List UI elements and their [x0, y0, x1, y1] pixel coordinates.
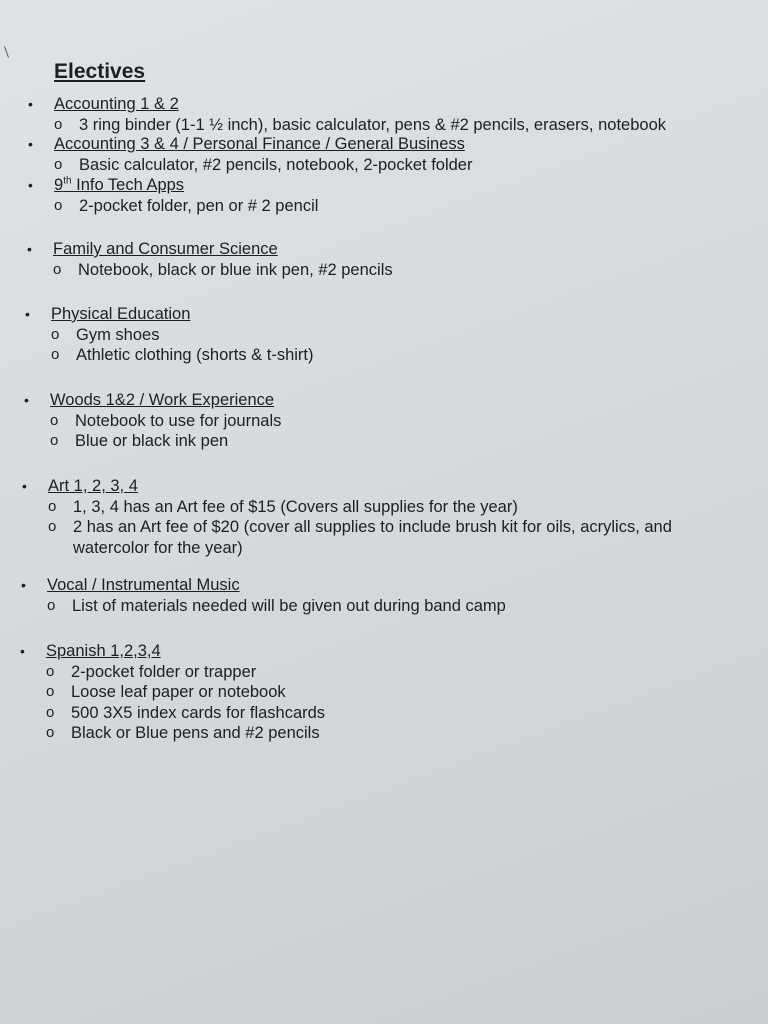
item-text: 2-pocket folder or trapper	[71, 662, 257, 681]
sub-bullet-icon: o	[53, 260, 62, 278]
item-text: 1, 3, 4 has an Art fee of $15 (Covers all supplies for the year)	[73, 497, 518, 516]
sub-bullet-icon: o	[46, 703, 55, 721]
section-art	[22, 476, 733, 558]
section-woods-work-experience	[24, 390, 281, 452]
list-item	[20, 703, 325, 724]
section-heading: Physical Education	[51, 305, 191, 323]
sub-bullet-icon: o	[51, 346, 60, 363]
section-info-tech-apps	[28, 175, 318, 216]
page-title: Electives	[54, 60, 146, 83]
item-text: 3 ring binder (1-1 ½ inch), basic calculator, pens & #2 pencils, erasers, notebook	[79, 115, 666, 134]
section-heading-row	[27, 239, 393, 260]
section-heading: Family and Consumer Science	[53, 240, 278, 258]
section-heading-row	[20, 641, 325, 662]
list-item	[22, 517, 733, 558]
bullet-icon: •	[28, 96, 33, 112]
bullet-icon: •	[25, 306, 30, 322]
item-text: 2-pocket folder, pen or # 2 pencil	[79, 196, 319, 215]
list-item	[28, 196, 318, 217]
sub-bullet-icon: o	[46, 662, 55, 680]
list-item	[28, 155, 472, 176]
section-heading	[54, 176, 184, 194]
section-vocal-instrumental-music	[21, 575, 506, 616]
sub-bullet-icon: o	[47, 596, 56, 614]
item-text: List of materials needed will be given out during band camp	[72, 596, 506, 615]
sub-bullet-icon: o	[54, 155, 63, 173]
section-spanish	[20, 641, 325, 744]
item-text: Athletic clothing (shorts & t-shirt)	[76, 346, 314, 364]
list-item	[25, 325, 314, 346]
item-list	[28, 155, 472, 176]
sub-bullet-icon: o	[50, 432, 59, 449]
section-heading: Spanish 1,2,3,4	[46, 642, 161, 660]
section-heading: Accounting 1 & 2	[54, 95, 179, 113]
section-family-consumer-science	[27, 239, 393, 280]
item-list	[22, 497, 733, 559]
list-item	[20, 682, 325, 703]
section-heading: Vocal / Instrumental Music	[47, 576, 240, 594]
list-item	[22, 497, 733, 518]
item-list	[24, 411, 281, 452]
sub-bullet-icon: o	[48, 497, 57, 515]
item-text: Notebook, black or blue ink pen, #2 pencils	[78, 260, 393, 279]
sub-bullet-icon: o	[50, 411, 59, 429]
item-text: Loose leaf paper or notebook	[71, 683, 286, 701]
section-heading-row	[28, 175, 318, 196]
item-text: 2 has an Art fee of $20 (cover all supplies to include brush kit for oils, acrylics, and watercolor for the year)	[73, 518, 672, 557]
list-item	[24, 411, 281, 432]
item-list	[27, 260, 393, 281]
heading-course-name: Info Tech Apps	[71, 176, 185, 194]
section-accounting-1-2	[28, 94, 666, 135]
item-text: Black or Blue pens and #2 pencils	[71, 724, 320, 742]
item-text: Notebook to use for journals	[75, 411, 282, 430]
sub-bullet-icon: o	[51, 325, 60, 343]
list-item	[20, 723, 325, 744]
sub-bullet-icon: o	[46, 683, 55, 700]
item-text: Blue or black ink pen	[75, 432, 229, 450]
bullet-icon: •	[22, 478, 27, 494]
section-heading: Art 1, 2, 3, 4	[48, 477, 138, 495]
list-item	[28, 115, 666, 136]
item-text: Basic calculator, #2 pencils, notebook, 2-pocket folder	[79, 155, 473, 174]
item-text: 500 3X5 index cards for flashcards	[71, 703, 326, 722]
item-list	[21, 596, 506, 617]
item-text: Gym shoes	[76, 325, 160, 344]
section-heading-row	[25, 304, 314, 325]
list-item	[21, 596, 506, 617]
item-list	[28, 196, 318, 217]
heading-grade-number: 9	[54, 176, 64, 194]
section-heading: Accounting 3 & 4 / Personal Finance / General Business	[54, 135, 465, 153]
list-item	[20, 662, 325, 683]
section-heading-row	[28, 134, 472, 155]
bullet-icon: •	[20, 643, 25, 659]
list-item	[24, 431, 281, 452]
sub-bullet-icon: o	[48, 518, 57, 535]
sub-bullet-icon: o	[54, 115, 63, 133]
bullet-icon: •	[21, 577, 26, 593]
bullet-icon: •	[24, 392, 29, 408]
item-list	[20, 662, 325, 744]
item-list	[28, 115, 666, 136]
item-list	[25, 325, 314, 366]
section-heading-row	[24, 390, 281, 411]
bullet-icon: •	[27, 241, 32, 257]
section-heading: Woods 1&2 / Work Experience	[50, 391, 275, 409]
section-accounting-3-4	[28, 134, 472, 175]
sub-bullet-icon: o	[46, 724, 55, 741]
section-heading-row	[28, 94, 666, 115]
sub-bullet-icon: o	[54, 196, 63, 214]
bullet-icon: •	[28, 136, 33, 152]
section-heading-row	[21, 575, 506, 596]
heading-ordinal-suffix: th	[63, 175, 72, 187]
bullet-icon: •	[28, 177, 33, 193]
list-item	[25, 345, 314, 366]
list-item	[27, 260, 393, 281]
section-heading-row	[22, 476, 733, 497]
section-physical-education	[25, 304, 314, 366]
